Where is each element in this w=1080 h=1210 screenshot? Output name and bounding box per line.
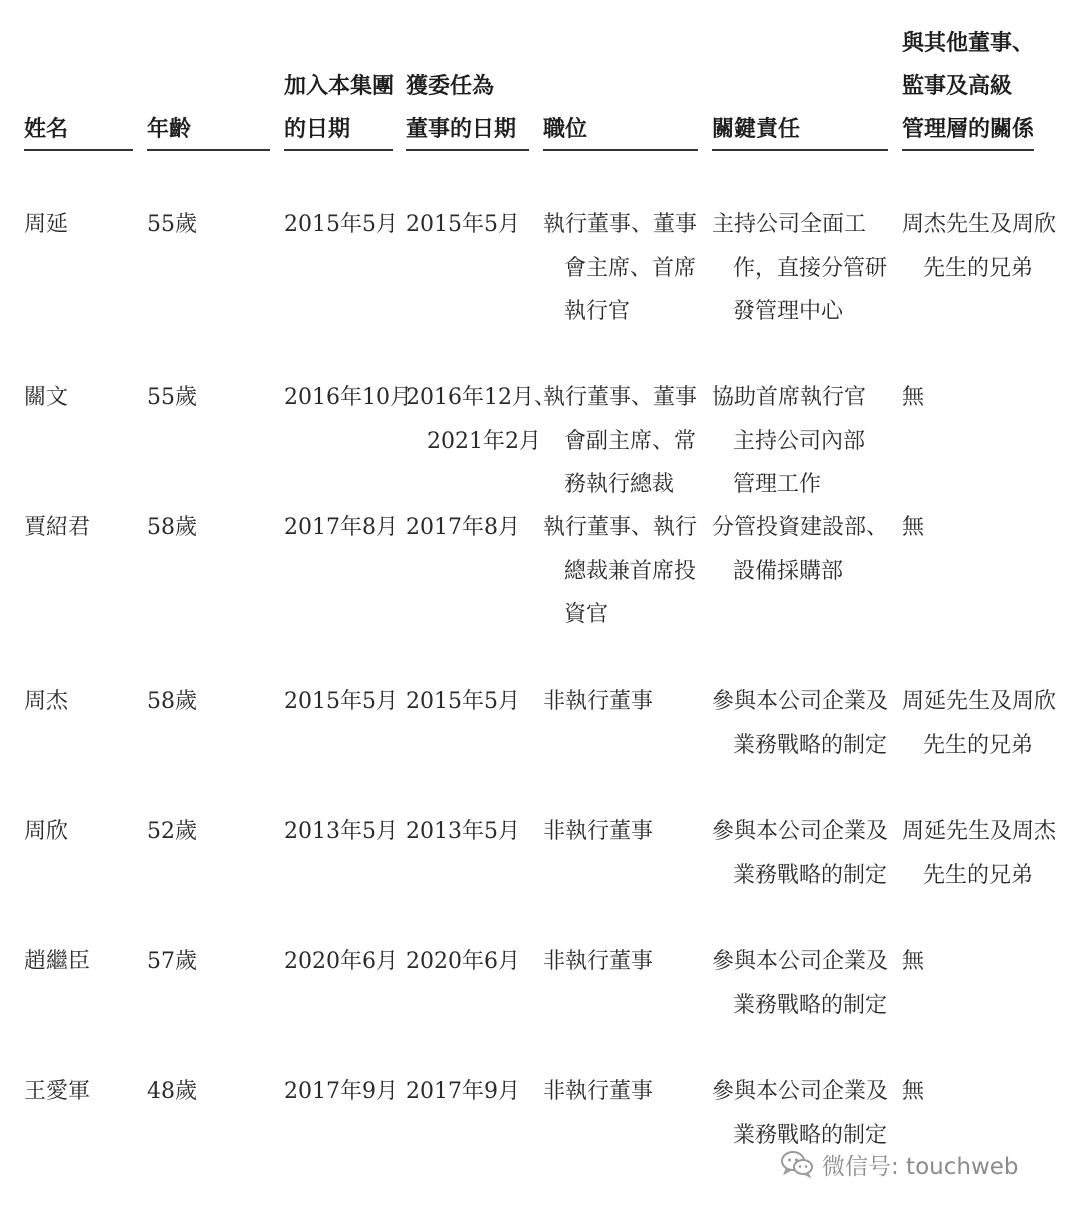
cell-duty [712,506,888,593]
cell-position-line: 非執行董事 [543,949,654,974]
cell-appoint [406,203,520,247]
cell-appoint-line: 2016年12月、 [406,385,556,410]
wechat-icon [780,1149,814,1179]
cell-relation-line: 先生的兄弟 [923,255,1034,281]
cell-age [147,506,197,550]
cell-join [284,940,398,984]
cell-appoint [406,810,520,854]
cell-relation [902,810,1056,897]
header-relation-line: 與其他董事、 [902,31,1035,56]
cell-appoint [406,506,520,550]
cell-join-line: 2017年9月 [284,1079,398,1104]
cell-duty-line: 管理工作 [733,472,822,497]
cell-position [543,506,697,637]
header-rule-age [147,149,270,151]
header-position-line: 職位 [543,117,588,142]
watermark [780,1144,1019,1184]
cell-position-line: 務執行總裁 [564,472,675,497]
cell-position-line: 執行董事、董事 [543,212,698,237]
cell-duty-line: 作，直接分管研 [733,255,888,281]
cell-join [284,680,398,724]
cell-name-line: 周杰 [24,689,69,714]
cell-name [24,810,68,854]
cell-age [147,810,197,854]
cell-name-line: 趙繼臣 [24,949,91,974]
cell-relation-line: 無 [902,515,925,540]
cell-age-line: 48歲 [147,1079,197,1104]
cell-join-line: 2015年5月 [284,689,398,714]
cell-name [24,1070,90,1114]
header-duty [712,108,800,151]
cell-appoint-line: 2013年5月 [406,819,520,844]
cell-age [147,680,197,724]
header-duty-line: 關鍵責任 [712,117,801,142]
cell-appoint-line: 2021年2月 [427,428,541,454]
cell-position [543,203,697,334]
cell-relation [902,506,924,550]
cell-duty-line: 業務戰略的制定 [733,732,888,758]
cell-age-line: 52歲 [147,819,197,844]
cell-duty [712,203,887,334]
header-rule-duty [712,149,888,151]
cell-age-line: 55歲 [147,385,197,410]
cell-appoint-line: 2017年8月 [406,515,520,540]
cell-duty-line: 分管投資建設部、 [712,515,889,540]
header-rule-join [284,149,393,151]
cell-position-line: 非執行董事 [543,1079,654,1104]
cell-duty [712,376,866,507]
cell-duty-line: 主持公司全面工 [712,212,867,237]
cell-position [543,1070,653,1114]
cell-duty-line: 業務戰略的制定 [733,1122,888,1148]
cell-relation [902,680,1056,767]
header-rule-appoint [406,149,529,151]
cell-duty [712,810,888,897]
cell-name [24,940,90,984]
cell-age [147,376,197,420]
cell-position-line: 資官 [564,602,609,627]
cell-duty-line: 發管理中心 [733,299,844,324]
header-relation-line: 管理層的關係 [902,117,1035,142]
cell-appoint [406,376,556,463]
cell-name-line: 周延 [24,212,69,237]
cell-name [24,680,68,724]
cell-name-line: 賈紹君 [24,515,91,540]
header-name [24,108,68,151]
header-age-line: 年齡 [147,117,192,142]
cell-age [147,203,197,247]
cell-join [284,506,398,550]
cell-relation-line: 周延先生及周欣 [902,689,1057,714]
cell-join [284,810,398,854]
cell-duty-line: 參與本公司企業及 [712,689,889,714]
cell-appoint [406,1070,520,1114]
cell-age-line: 58歲 [147,689,197,714]
cell-appoint-line: 2015年5月 [406,212,520,237]
cell-duty [712,940,888,1027]
cell-position-line: 執行董事、執行 [543,515,698,540]
cell-relation [902,1070,924,1114]
header-appoint-date [406,65,516,151]
cell-duty-line: 業務戰略的制定 [733,992,888,1018]
cell-position [543,680,653,724]
cell-name-line: 王愛軍 [24,1079,91,1104]
cell-position-line: 非執行董事 [543,689,654,714]
header-position [543,108,587,151]
header-join-date [284,65,394,151]
cell-join [284,376,412,420]
cell-appoint-line: 2017年9月 [406,1079,520,1104]
cell-join-line: 2020年6月 [284,949,398,974]
cell-relation-line: 先生的兄弟 [923,732,1034,758]
watermark-text: 微信号: touchweb [822,1153,1019,1180]
cell-duty-line: 參與本公司企業及 [712,949,889,974]
cell-age [147,940,197,984]
cell-join-line: 2013年5月 [284,819,398,844]
cell-relation-line: 無 [902,1079,925,1104]
header-rule-name [24,149,133,151]
cell-duty [712,680,888,767]
header-appoint-date-line: 董事的日期 [406,117,517,142]
cell-relation-line: 先生的兄弟 [923,862,1034,888]
cell-name [24,506,90,550]
cell-position [543,376,697,507]
cell-duty-line: 協助首席執行官 [712,385,867,410]
header-join-date-line: 加入本集團 [284,74,395,99]
cell-join-line: 2017年8月 [284,515,398,540]
cell-relation [902,376,924,420]
cell-appoint [406,680,520,724]
cell-age-line: 57歲 [147,949,197,974]
cell-position-line: 會副主席、常 [564,428,697,454]
cell-relation [902,203,1056,290]
cell-join [284,1070,398,1114]
cell-position-line: 會主席、首席 [564,255,697,281]
header-age [147,108,191,151]
header-name-line: 姓名 [24,117,69,142]
header-join-date-line: 的日期 [284,117,351,142]
cell-name [24,203,68,247]
cell-relation-line: 無 [902,385,925,410]
cell-position-line: 執行董事、董事 [543,385,698,410]
cell-age-line: 58歲 [147,515,197,540]
cell-relation-line: 周杰先生及周欣 [902,212,1057,237]
cell-position [543,940,653,984]
cell-appoint [406,940,520,984]
cell-duty-line: 參與本公司企業及 [712,1079,889,1104]
cell-age [147,1070,197,1114]
cell-relation-line: 周延先生及周杰 [902,819,1057,844]
header-appoint-date-line: 獲委任為 [406,74,495,99]
header-relation-line: 監事及高級 [902,74,1013,99]
cell-appoint-line: 2015年5月 [406,689,520,714]
cell-join [284,203,398,247]
cell-duty-line: 業務戰略的制定 [733,862,888,888]
cell-duty-line: 主持公司內部 [733,428,866,454]
header-relation [902,22,1034,151]
cell-position-line: 非執行董事 [543,819,654,844]
cell-join-line: 2016年10月 [284,385,412,410]
cell-duty-line: 設備採購部 [733,558,844,584]
cell-position-line: 總裁兼首席投 [564,558,697,584]
cell-join-line: 2015年5月 [284,212,398,237]
header-rule-relation [902,149,1034,151]
cell-relation [902,940,924,984]
cell-duty-line: 參與本公司企業及 [712,819,889,844]
cell-appoint-line: 2020年6月 [406,949,520,974]
header-rule-position [543,149,698,151]
cell-name-line: 關文 [24,385,69,410]
cell-position [543,810,653,854]
cell-name-line: 周欣 [24,819,69,844]
cell-name [24,376,68,420]
cell-age-line: 55歲 [147,212,197,237]
cell-position-line: 執行官 [564,299,631,324]
cell-relation-line: 無 [902,949,925,974]
